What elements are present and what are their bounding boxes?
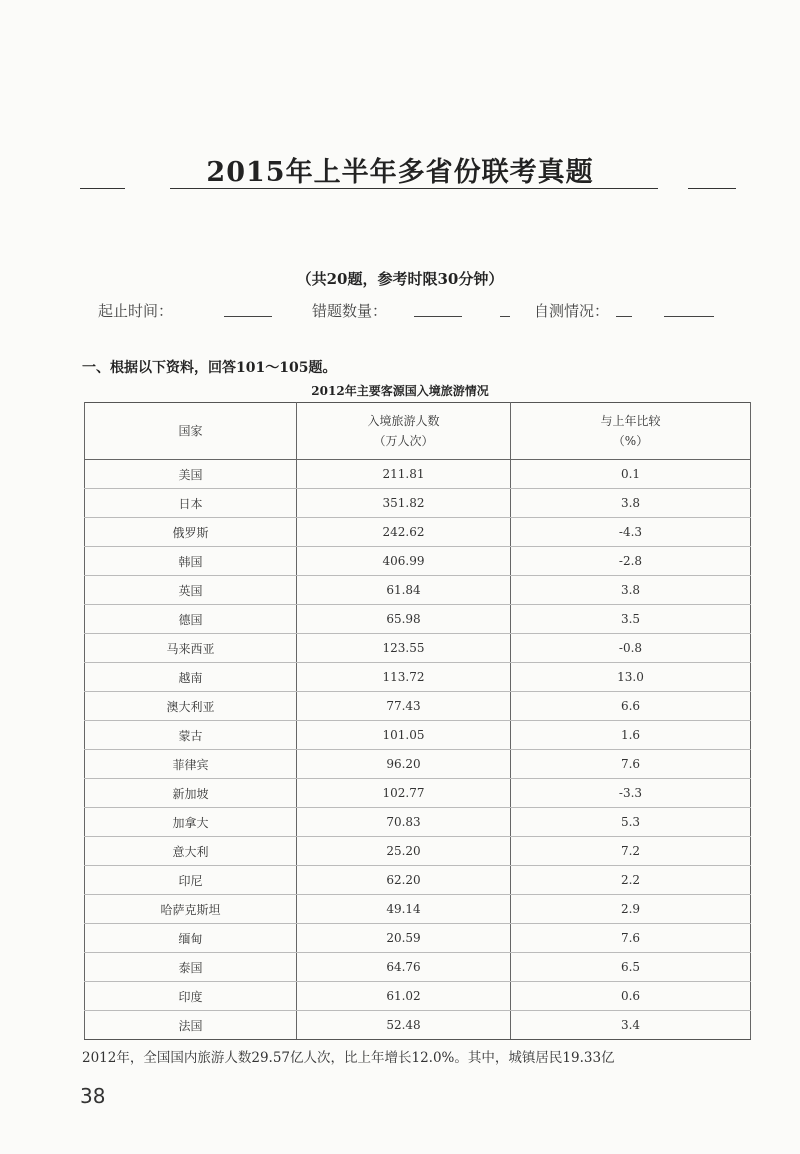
self-assessment-label: 自测情况： <box>534 302 610 320</box>
table-header-row <box>85 403 751 460</box>
table-row <box>85 605 751 634</box>
table-row <box>85 895 751 924</box>
cell-visitors: 406.99 <box>297 547 511 576</box>
cell-visitors: 61.84 <box>297 576 511 605</box>
cell-country: 澳大利亚 <box>85 692 297 721</box>
cell-country: 泰国 <box>85 953 297 982</box>
table-row <box>85 721 751 750</box>
cell-visitors: 70.83 <box>297 808 511 837</box>
header-change <box>511 403 751 460</box>
table-row <box>85 953 751 982</box>
cell-visitors: 102.77 <box>297 779 511 808</box>
page-number: 38 <box>80 1084 106 1108</box>
error-count-blank[interactable] <box>414 316 462 317</box>
header-visitors-label: 入境旅游人数 <box>367 414 440 428</box>
cell-country: 印度 <box>85 982 297 1011</box>
cell-country: 越南 <box>85 663 297 692</box>
header-change-label: 与上年比较 <box>600 414 661 428</box>
cell-visitors: 96.20 <box>297 750 511 779</box>
table-row <box>85 547 751 576</box>
cell-visitors: 77.43 <box>297 692 511 721</box>
cell-country: 缅甸 <box>85 924 297 953</box>
cell-change: 7.6 <box>511 924 751 953</box>
title-underline <box>688 188 736 189</box>
cell-country: 俄罗斯 <box>85 518 297 547</box>
self-assessment-blank[interactable] <box>616 316 632 317</box>
cell-visitors: 49.14 <box>297 895 511 924</box>
cell-change: -2.8 <box>511 547 751 576</box>
table-row <box>85 460 751 489</box>
header-country-label: 国家 <box>178 424 203 438</box>
cell-country: 英国 <box>85 576 297 605</box>
table-row <box>85 982 751 1011</box>
error-count-blank-extra <box>500 316 510 317</box>
cell-country: 加拿大 <box>85 808 297 837</box>
page-title: 2015年上半年多省份联考真题 <box>206 157 594 188</box>
inbound-tourism-table <box>84 402 751 1040</box>
header-country <box>85 403 297 460</box>
title-underline <box>170 188 658 189</box>
cell-visitors: 62.20 <box>297 866 511 895</box>
cell-change: 6.5 <box>511 953 751 982</box>
table-row <box>85 634 751 663</box>
cell-country: 新加坡 <box>85 779 297 808</box>
cell-country: 哈萨克斯坦 <box>85 895 297 924</box>
cell-country: 韩国 <box>85 547 297 576</box>
cell-visitors: 64.76 <box>297 953 511 982</box>
cell-visitors: 351.82 <box>297 489 511 518</box>
table-row <box>85 924 751 953</box>
cell-country: 美国 <box>85 460 297 489</box>
cell-change: 3.8 <box>511 489 751 518</box>
cell-change: -3.3 <box>511 779 751 808</box>
cell-visitors: 211.81 <box>297 460 511 489</box>
table-row <box>85 779 751 808</box>
cell-visitors: 242.62 <box>297 518 511 547</box>
title-underline <box>80 188 125 189</box>
cell-change: -4.3 <box>511 518 751 547</box>
cell-change: 2.9 <box>511 895 751 924</box>
table-row <box>85 692 751 721</box>
cell-change: -0.8 <box>511 634 751 663</box>
cell-change: 13.0 <box>511 663 751 692</box>
header-visitors <box>297 403 511 460</box>
cell-change: 7.2 <box>511 837 751 866</box>
table-row <box>85 866 751 895</box>
cell-change: 7.6 <box>511 750 751 779</box>
cell-visitors: 20.59 <box>297 924 511 953</box>
question-instruction: 一、根据以下资料，回答101～105题。 <box>82 360 337 376</box>
table-row <box>85 489 751 518</box>
error-count-label: 错题数量： <box>312 302 388 320</box>
cell-change: 3.5 <box>511 605 751 634</box>
cell-country: 蒙古 <box>85 721 297 750</box>
cell-country: 日本 <box>85 489 297 518</box>
cell-visitors: 65.98 <box>297 605 511 634</box>
cell-visitors: 101.05 <box>297 721 511 750</box>
exam-subtitle: （共20题，参考时限30分钟） <box>296 270 504 288</box>
cell-country: 菲律宾 <box>85 750 297 779</box>
cell-country: 德国 <box>85 605 297 634</box>
cell-change: 0.1 <box>511 460 751 489</box>
cell-change: 5.3 <box>511 808 751 837</box>
cell-change: 2.2 <box>511 866 751 895</box>
header-change-unit: （%） <box>612 434 649 448</box>
cell-change: 3.8 <box>511 576 751 605</box>
table-row <box>85 837 751 866</box>
table-row <box>85 1011 751 1040</box>
start-time-blank[interactable] <box>224 316 272 317</box>
start-time-label: 起止时间： <box>98 302 174 320</box>
cell-change: 0.6 <box>511 982 751 1011</box>
table-row <box>85 518 751 547</box>
cell-change: 3.4 <box>511 1011 751 1040</box>
table-caption: 2012年主要客源国入境旅游情况 <box>311 384 489 398</box>
self-assessment-blank-extra[interactable] <box>664 316 714 317</box>
cell-change: 1.6 <box>511 721 751 750</box>
cell-change: 6.6 <box>511 692 751 721</box>
cell-visitors: 52.48 <box>297 1011 511 1040</box>
cell-visitors: 113.72 <box>297 663 511 692</box>
header-visitors-unit: （万人次） <box>373 434 434 448</box>
table-row <box>85 576 751 605</box>
cell-visitors: 25.20 <box>297 837 511 866</box>
table-row <box>85 808 751 837</box>
cell-country: 法国 <box>85 1011 297 1040</box>
cell-country: 印尼 <box>85 866 297 895</box>
cell-visitors: 61.02 <box>297 982 511 1011</box>
cell-visitors: 123.55 <box>297 634 511 663</box>
cell-country: 马来西亚 <box>85 634 297 663</box>
table-row <box>85 750 751 779</box>
body-paragraph: 2012年，全国国内旅游人数29.57亿人次，比上年增长12.0%。其中，城镇居民19.33亿 <box>82 1050 615 1066</box>
table-row <box>85 663 751 692</box>
cell-country: 意大利 <box>85 837 297 866</box>
